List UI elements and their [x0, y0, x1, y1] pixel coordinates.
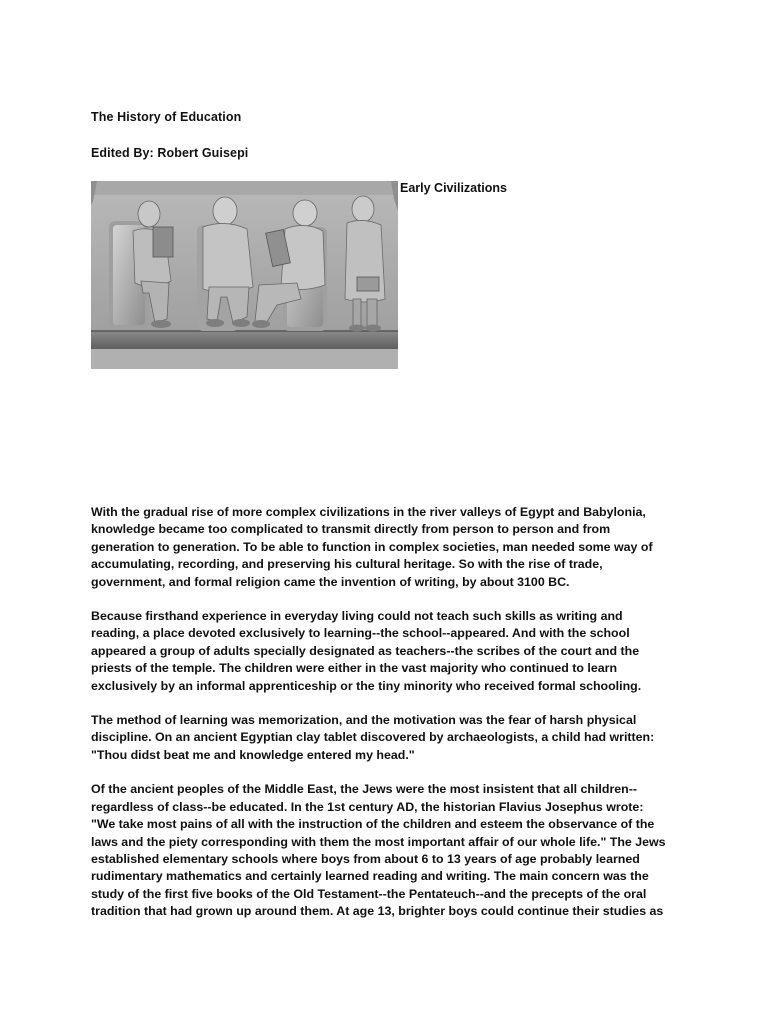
section-heading: Early Civilizations — [400, 181, 507, 195]
paragraph: The method of learning was memorization, and the motivation was the fear of harsh physical discipline. On an ancient Egyptian clay tablet discovered by archaeologists, a child had written: "Thou didst beat me and knowledge entered my head." — [91, 713, 655, 762]
document-title: The History of Education — [91, 110, 242, 124]
document-editor: Edited By: Robert Guisepi — [91, 146, 249, 160]
paragraph: With the gradual rise of more complex civilizations in the river valleys of Egypt and Babylonia, knowledge became too complicated to transmit directly from person to person and from generation to generation. To be able to function in complex societies, man needed some way of accumulating, recording, and preserving his cultural heritage. So with the rise of trade, government, and formal religion came the invention of writing, by about 3100 BC. — [91, 505, 653, 589]
relief-sculpture-image — [91, 181, 398, 369]
body-text — [91, 504, 676, 938]
paragraph: Because firsthand experience in everyday living could not teach such skills as writing and reading, a place devoted exclusively to learning--the school--appeared. And with the school appeared a group of adults specially designated as teachers--the scribes of the court and the priests of the temple. The children were either in the vast majority who continued to learn exclusively by an informal apprenticeship or the tiny minority who received formal schooling. — [91, 609, 642, 693]
paragraph: Of the ancient peoples of the Middle East, the Jews were the most insistent that all children-- regardless of class--be educated. In the 1st century AD, the historian Flavius Josephus wrote: "We take most pains of all with the instruction of the children and esteem the observance of the laws and the piety corresponding with them the most important affair of our whole life." The Jews established elementary schools where boys from about 6 to 13 years of age probably learned rudimentary mathematics and certainly learned reading and writing. The main concern was the study of the first five books of the Old Testament--the Pentateuch--and the precepts of the oral tradition that had grown up around them. At age 13, brighter boys could continue their studies as — [91, 782, 666, 919]
relief-sculpture-drawing — [91, 181, 398, 369]
